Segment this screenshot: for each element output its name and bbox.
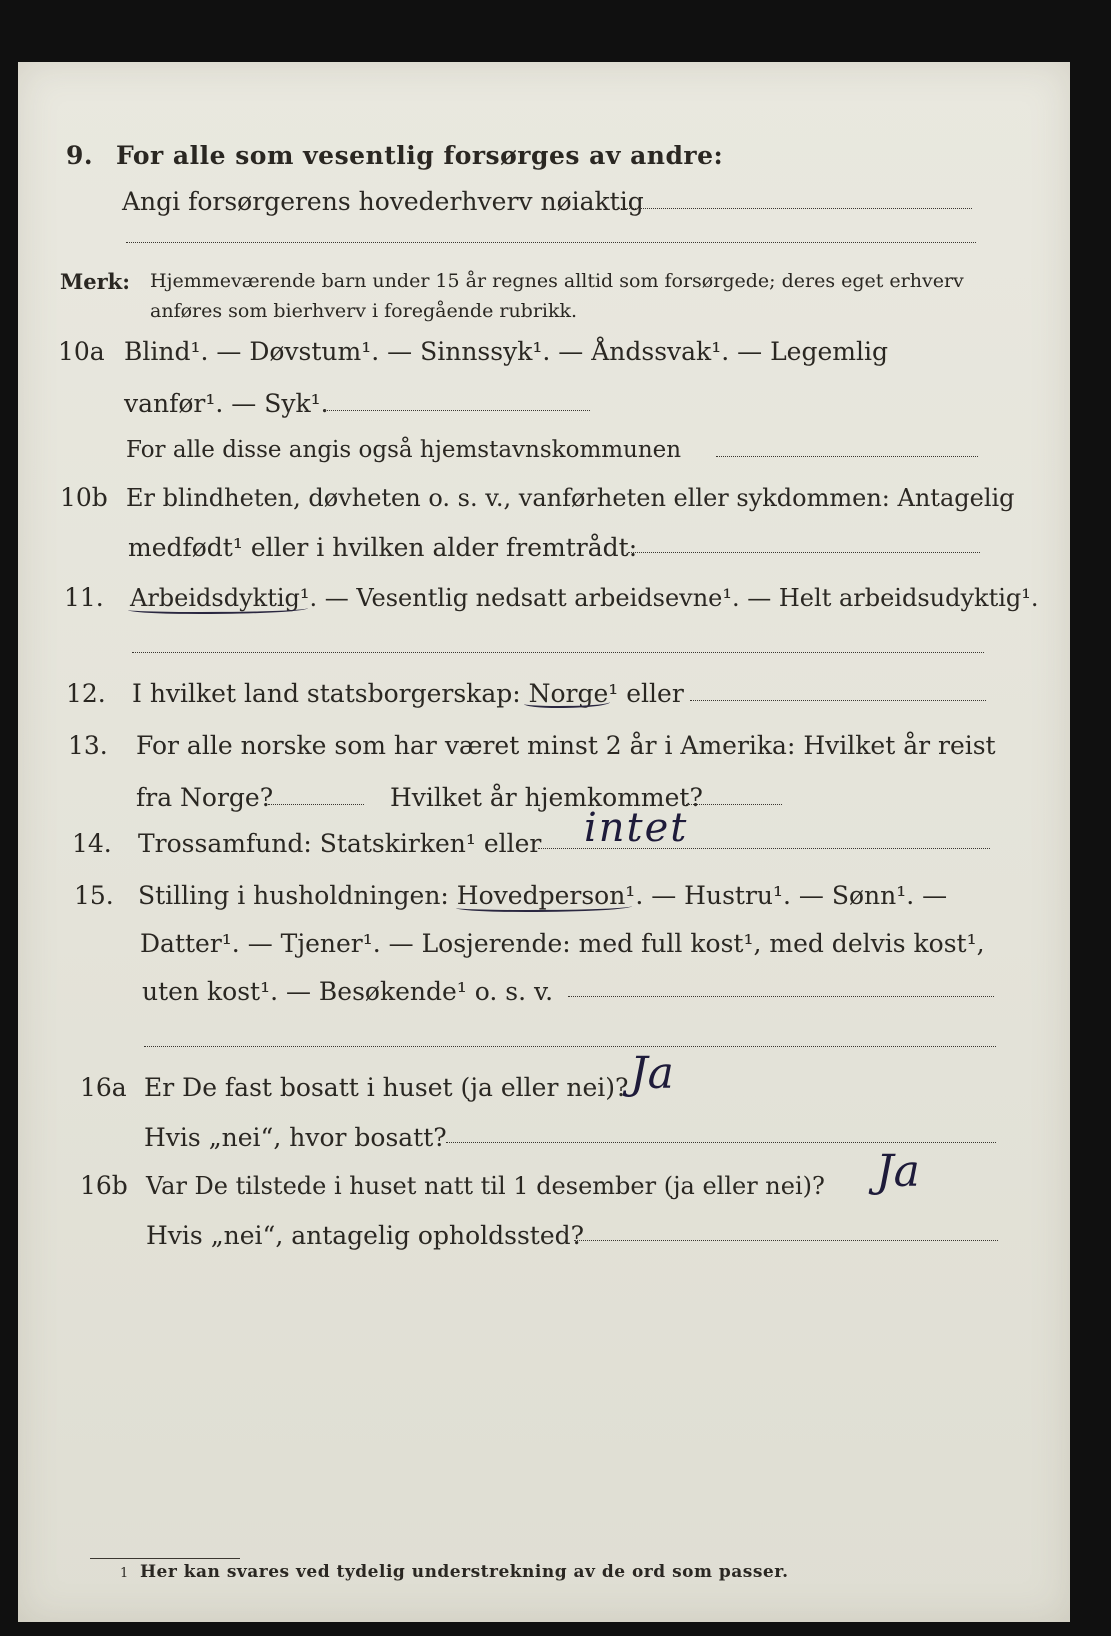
handwritten-answer: Ja [876, 1146, 920, 1197]
question-number: 12. [66, 679, 106, 708]
answer-line[interactable] [324, 410, 590, 411]
question-text: uten kost¹. — Besøkende¹ o. s. v. [142, 977, 554, 1006]
answer-line[interactable] [618, 208, 972, 209]
question-number: 16b [80, 1171, 128, 1200]
census-form-page [18, 62, 1070, 1622]
question-text: Hvis „nei“, hvor bosatt? [144, 1123, 447, 1152]
answer-line[interactable] [686, 804, 782, 805]
question-text: For alle norske som har været minst 2 år i Amerika: Hvilket år reist [136, 731, 996, 760]
question-text: Datter¹. — Tjener¹. — Losjerende: med full kost¹, med delvis kost¹, [140, 929, 985, 958]
footnote-rule [90, 1558, 240, 1559]
question-text: vanfør¹. — Syk¹. [124, 389, 329, 418]
question-number: 10a [58, 337, 105, 366]
question-text: Var De tilstede i huset natt til 1 desember (ja eller nei)? [146, 1172, 825, 1200]
question-text: Hvilket år hjemkommet? [390, 783, 703, 812]
question-text: fra Norge? [136, 783, 274, 812]
handwritten-answer: Ja [630, 1048, 674, 1099]
question-text: I hvilket land statsborgerskap: Norge¹ eller [132, 679, 684, 708]
footnote [120, 1562, 789, 1582]
question-text: For alle disse angis også hjemstavnskommunen [126, 437, 682, 463]
question-number: 9. [66, 141, 94, 170]
answer-line[interactable] [144, 1046, 996, 1047]
answer-line[interactable] [574, 1240, 998, 1241]
question-number: 13. [68, 731, 108, 760]
question-text: Arbeidsdyktig¹. — Vesentlig nedsatt arbeidsevne¹. — Helt arbeidsudyktig¹. [130, 584, 1039, 612]
question-number: 14. [72, 829, 112, 858]
question-text: Trossamfund: Statskirken¹ eller [138, 829, 542, 858]
answer-line[interactable] [446, 1142, 996, 1143]
handwritten-answer: intet [584, 805, 689, 851]
merk-text: Hjemmeværende barn under 15 år regnes alltid som forsørgede; deres eget erhverv anføres som bierhverv i foregående rubrikk. [150, 270, 964, 322]
footnote-mark: 1 [120, 1566, 129, 1581]
answer-line[interactable] [132, 652, 984, 653]
answer-line[interactable] [716, 456, 978, 457]
question-number: 11. [64, 583, 104, 612]
question-text: Stilling i husholdningen: Hovedperson¹. — Hustru¹. — Sønn¹. — [138, 881, 948, 910]
answer-line[interactable] [568, 996, 994, 997]
question-text: Angi forsørgerens hovederhverv nøiaktig [122, 187, 644, 216]
question-text: medfødt¹ eller i hvilken alder fremtrådt: [128, 533, 638, 562]
answer-line[interactable] [628, 552, 980, 553]
question-number: 10b [60, 483, 108, 512]
answer-line[interactable] [268, 804, 364, 805]
question-number: 15. [74, 881, 114, 910]
question-text: Er De fast bosatt i huset (ja eller nei)? [144, 1073, 629, 1102]
answer-line[interactable] [690, 700, 986, 701]
answer-line[interactable] [126, 242, 976, 243]
question-text: Er blindheten, døvheten o. s. v., vanførheten eller sykdommen: Antagelig [126, 484, 1015, 512]
footnote-text: Her kan svares ved tydelig understrekning av de ord som passer. [140, 1562, 789, 1582]
question-title: For alle som vesentlig forsørges av andre: [116, 141, 724, 170]
merk-label: Merk: [60, 269, 130, 294]
question-text: Hvis „nei“, antagelig opholdssted? [146, 1221, 585, 1250]
question-number: 16a [80, 1073, 127, 1102]
question-text: Blind¹. — Døvstum¹. — Sinnssyk¹. — Åndssvak¹. — Legemlig [124, 337, 888, 366]
